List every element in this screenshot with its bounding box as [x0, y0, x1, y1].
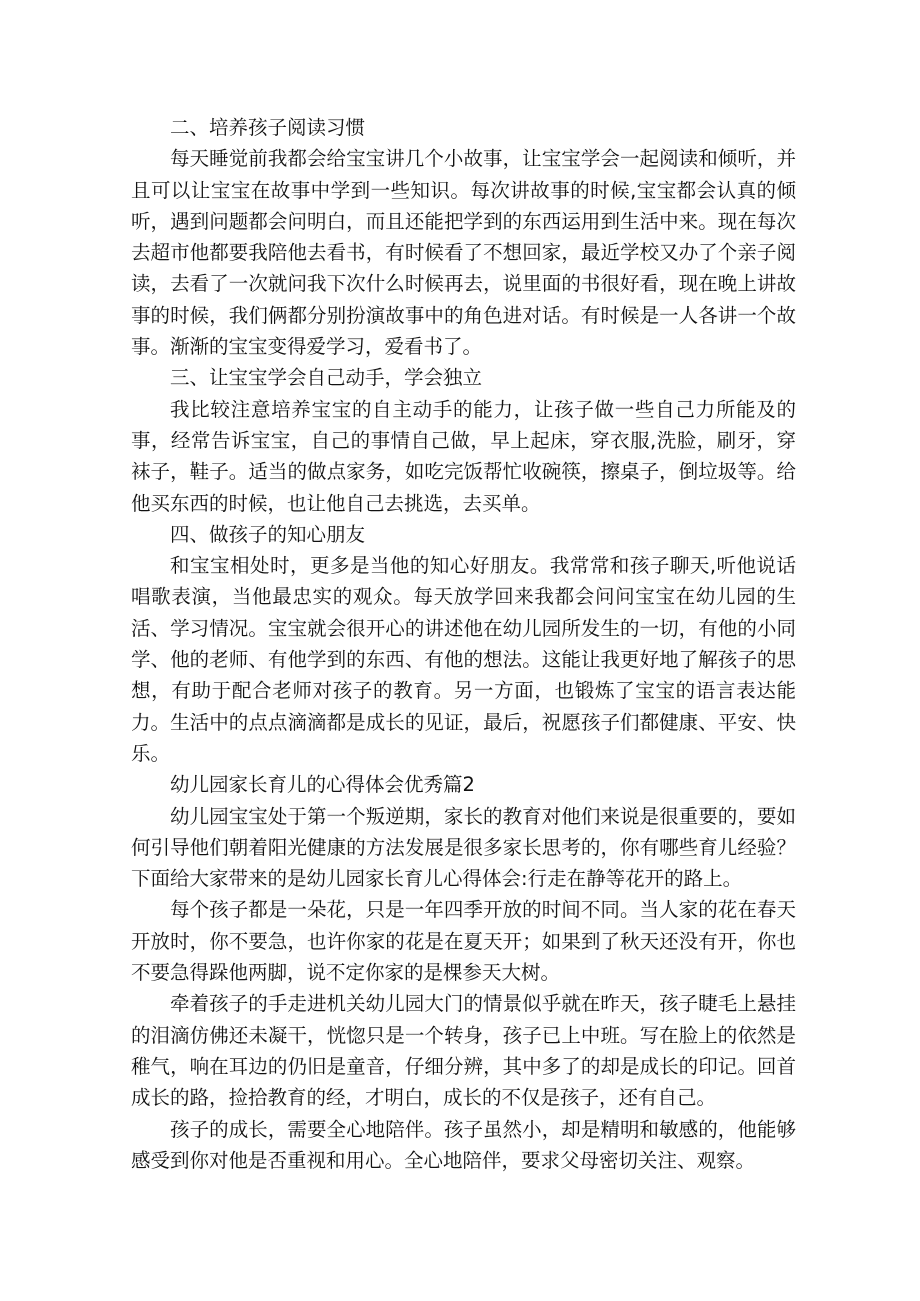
- paragraph-memory: 牵着孩子的手走进机关幼儿园大门的情景似乎就在昨天，孩子睫毛上悬挂的泪滴仿佛还未凝干，恍惚只是一个转身，孩子已上中班。写在脸上的依然是稚气，响在耳边的仍旧是童音，仔细分辨，其中多了的却是成长的印记。回首成长的路，捡拾教育的经，才明白，成长的不仅是孩子，还有自己。: [131, 992, 796, 1110]
- paragraph-reading: 每天睡觉前我都会给宝宝讲几个小故事，让宝宝学会一起阅读和倾听，并且可以让宝宝在故事中学到一些知识。每次讲故事的时候,宝宝都会认真的倾听，遇到问题都会问明白，而且还能把学到的东西运用到生活中来。现在每次去超市他都要我陪他去看书，有时候看了不想回家，最近学校又办了个亲子阅读，去看了一次就问我下次什么时候再去，说里面的书很好看，现在晚上讲故事的时候，我们俩都分别扮演故事中的角色进对话。有时候是一人各讲一个故事。渐渐的宝宝变得爱学习，爱看书了。: [131, 147, 796, 359]
- paragraph-friend: 和宝宝相处时，更多是当他的知心好朋友。我常常和孩子聊天,听他说话唱歌表演，当他最忠实的观众。每天放学回来我都会问问宝宝在幼儿园的生活、学习情况。宝宝就会很开心的讲述他在幼儿园所发生的一切，有他的小同学、他的老师、有他学到的东西、有他的想法。这能让我更好地了解孩子的思想，有助于配合老师对孩子的教育。另一方面，也锻炼了宝宝的语言表达能力。生活中的点点滴滴都是成长的见证，最后，祝愿孩子们都健康、平安、快乐。: [131, 554, 796, 765]
- paragraph-intro: 幼儿园宝宝处于第一个叛逆期，家长的教育对他们来说是很重要的，要如何引导他们朝着阳光健康的方法发展是很多家长思考的，你有哪些育儿经验？下面给大家带来的是幼儿园家长育儿心得体会:行走在静等花开的路上。: [131, 804, 796, 891]
- section-heading-reading: 二、培养孩子阅读习惯: [170, 116, 366, 139]
- article-title-part2: 幼儿园家长育儿的心得体会优秀篇2: [170, 773, 475, 797]
- paragraph-companionship: 孩子的成长，需要全心地陪伴。孩子虽然小，却是精明和敏感的，他能够感受到你对他是否重视和用心。全心地陪伴，要求父母密切关注、观察。: [131, 1117, 796, 1172]
- document-body: [131, 112, 796, 1176]
- section-heading-independence: 三、让宝宝学会自己动手，学会独立: [170, 366, 483, 390]
- paragraph-independence: 我比较注意培养宝宝的自主动手的能力，让孩子做一些自己力所能及的事，经常告诉宝宝，自己的事情自己做，早上起床，穿衣服,洗脸，刷牙，穿袜子，鞋子。适当的做点家务，如吃完饭帮忙收碗筷，擦桌子，倒垃圾等。给他买东西的时候，也让他自己去挑选，去买单。: [131, 397, 796, 515]
- section-heading-friend: 四、做孩子的知心朋友: [170, 522, 366, 546]
- paragraph-flower: 每个孩子都是一朵花，只是一年四季开放的时间不同。当人家的花在春天开放时，你不要急，也许你家的花是在夏天开；如果到了秋天还没有开，你也不要急得跺他两脚，说不定你家的是棵参天大树。: [131, 898, 796, 985]
